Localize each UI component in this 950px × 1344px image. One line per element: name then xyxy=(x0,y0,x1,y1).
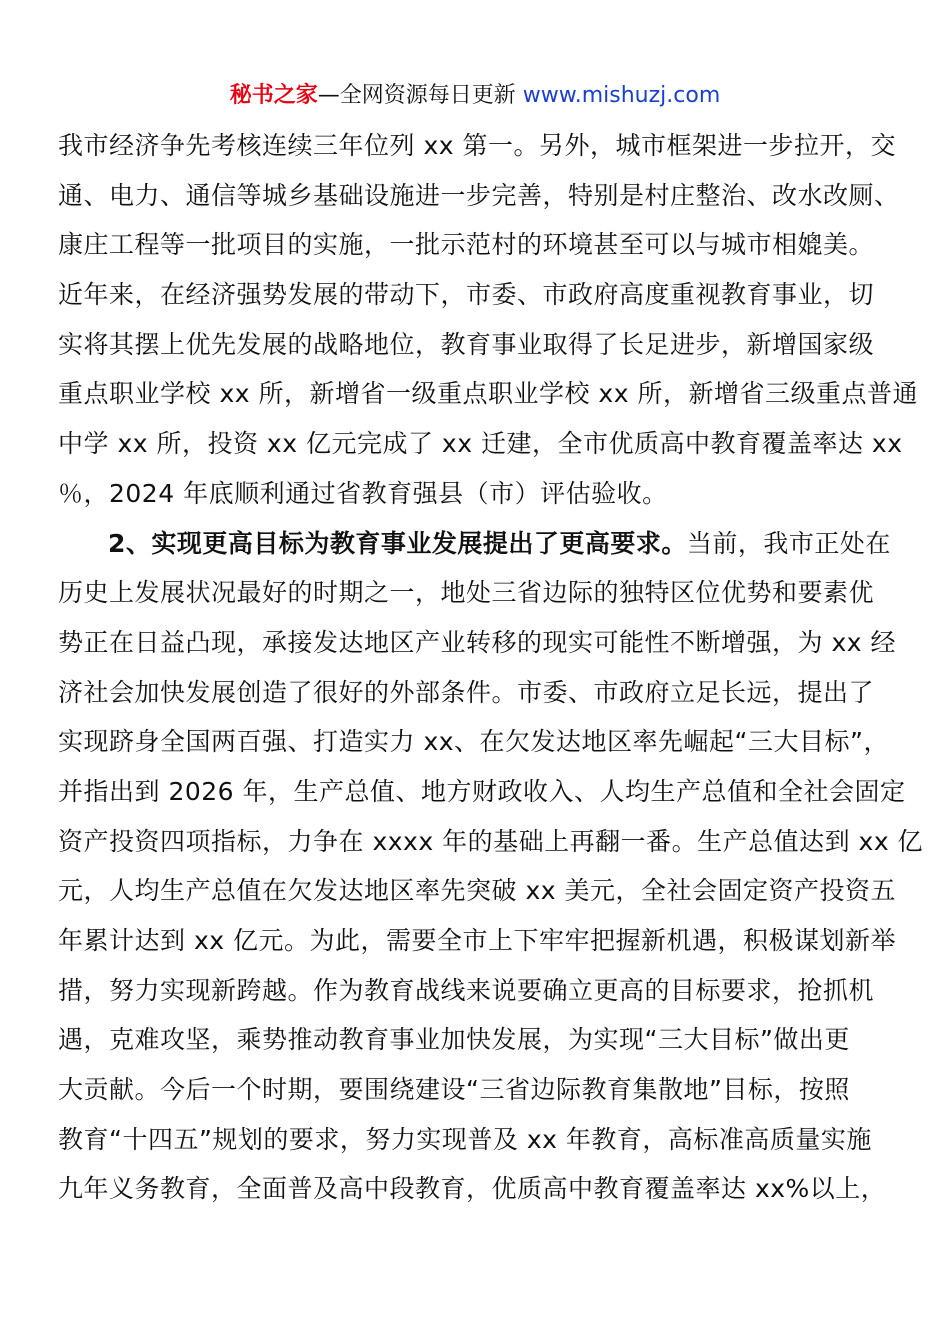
text-line: 实现跻身全国两百强、打造实力 xx、在欠发达地区率先崛起“三大目标”， xyxy=(58,727,889,757)
text-line: 济社会加快发展创造了很好的外部条件。市委、市政府立足长远，提出了 xyxy=(58,677,875,707)
text-line: 通、电力、通信等城乡基础设施进一步完善，特别是村庄整治、改水改厕、 xyxy=(58,180,900,210)
text-line: 年累计达到 xx 亿元。为此，需要全市上下牢牢把握新机遇，积极谋划新举 xyxy=(58,926,896,955)
text-line: 教育“十四五”规划的要求，努力实现普及 xx 年教育，高标准高质量实施 xyxy=(58,1124,872,1154)
text-line: 实将其摆上优先发展的战略地位，教育事业取得了长足进步，新增国家级 xyxy=(58,329,875,359)
section-heading: 2、实现更高目标为教育事业发展提出了更高要求。 xyxy=(108,528,687,558)
text-line: 大贡献。今后一个时期，要围绕建设“三省边际教育集散地”目标，按照 xyxy=(58,1075,850,1105)
text-line: 中学 xx 所，投资 xx 亿元完成了 xx 迁建，全市优质高中教育覆盖率达 xx xyxy=(58,429,903,459)
paragraph-1 xyxy=(58,121,918,519)
paragraph-2 xyxy=(58,519,924,1215)
header-tagline: —全网资源每日更新 xyxy=(317,83,516,108)
paragraph-2-first-line xyxy=(58,519,896,569)
site-url-link[interactable]: www.mishuzj.com xyxy=(522,83,721,108)
text-line: 康庄工程等一批项目的实施，一批示范村的环境甚至可以与城市相媲美。 xyxy=(58,230,875,260)
text-line: 重点职业学校 xx 所，新增省一级重点职业学校 xx 所，新增省三级重点普通 xyxy=(58,379,918,409)
text-line: 资产投资四项指标，力争在 xxxx 年的基础上再翻一番。生产总值达到 xx 亿 xyxy=(58,826,924,856)
text-line: 元，人均生产总值在欠发达地区率先突破 xx 美元，全社会固定资产投资五 xyxy=(58,876,896,906)
text-span: 当前，我市正处在 xyxy=(686,528,891,558)
text-line: 我市经济争先考核连续三年位列 xx 第一。另外，城市框架进一步拉开，交 xyxy=(58,131,896,160)
site-header xyxy=(0,80,950,112)
text-line: 历史上发展状况最好的时期之一，地处三省边际的独特区位优势和要素优 xyxy=(58,578,875,608)
document-body xyxy=(58,121,924,1214)
text-line: 遇，克难攻坚，乘势推动教育事业加快发展，为实现“三大目标”做出更 xyxy=(58,1025,850,1055)
text-line: 势正在日益凸现，承接发达地区产业转移的现实可能性不断增强，为 xx 经 xyxy=(58,627,896,657)
text-line: 近年来，在经济强势发展的带动下，市委、市政府高度重视教育事业，切 xyxy=(58,280,875,310)
text-line: 措，努力实现新跨越。作为教育战线来说要确立更高的目标要求，抢抓机 xyxy=(58,975,875,1005)
text-line: ％，2024 年底顺利通过省教育强县（市）评估验收。 xyxy=(58,478,668,508)
text-line: 九年义务教育，全面普及高中段教育，优质高中教育覆盖率达 xx%以上， xyxy=(58,1174,887,1204)
brand-name: 秘书之家 xyxy=(229,83,318,108)
text-line: 并指出到 2026 年，生产总值、地方财政收入、人均生产总值和全社会固定 xyxy=(58,776,906,806)
